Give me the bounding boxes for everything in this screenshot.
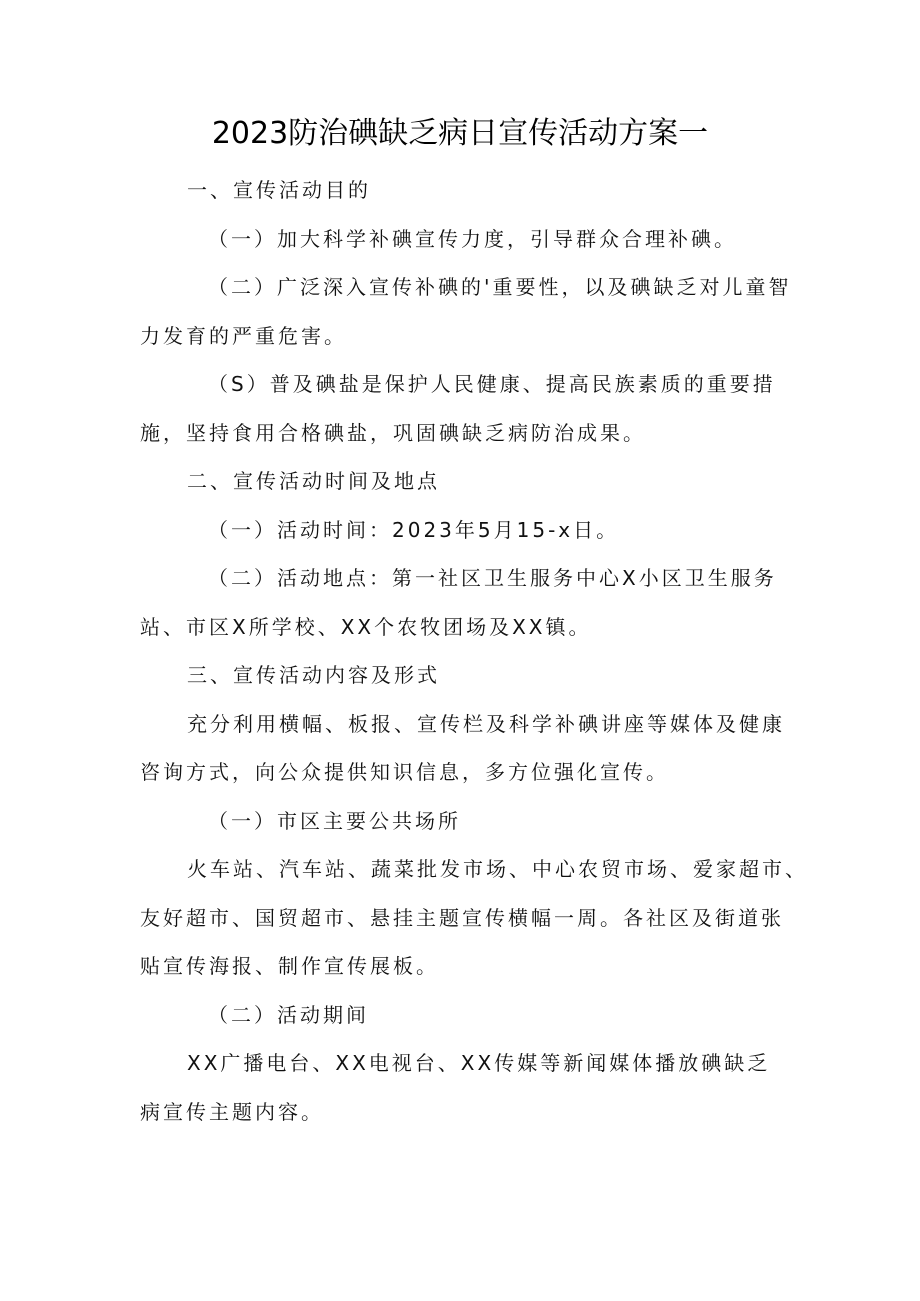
paragraph-line: （一）加大科学补碘宣传力度，引导群众合理补碘。 — [208, 226, 737, 251]
paragraph-line: 力发育的严重危害。 — [140, 323, 347, 348]
paragraph-line: （一）活动时间：2023年5月15-x日。 — [208, 517, 620, 542]
paragraph-line: 贴宣传海报、制作宣传展板。 — [140, 954, 439, 978]
document-body — [140, 166, 808, 1136]
paragraph-line: 咨询方式，向公众提供知识信息，多方位强化宣传。 — [140, 760, 669, 784]
section-heading-1: 一、宣传活动目的 — [187, 178, 371, 202]
subsection-heading: （二）活动期间 — [208, 1002, 369, 1027]
section-heading-2: 二、宣传活动时间及地点 — [187, 469, 440, 493]
section-heading-3: 三、宣传活动内容及形式 — [187, 663, 440, 687]
paragraph-line: （S）普及碘盐是保护人民健康、提高民族素质的重要措 — [208, 372, 776, 396]
paragraph-line: 充分利用横幅、板报、宣传栏及科学补碘讲座等媒体及健康 — [187, 711, 785, 736]
document-title: 2023防治碘缺乏病日宣传活动方案一 — [211, 116, 709, 151]
paragraph-line: 施，坚持食用合格碘盐，巩固碘缺乏病防治成果。 — [140, 420, 646, 445]
paragraph-line: 病宣传主题内容。 — [140, 1099, 324, 1124]
subsection-heading: （一）市区主要公共场所 — [208, 808, 461, 833]
paragraph-line: 火车站、汽车站、蔬菜批发市场、中心农贸市场、爱家超市、 — [187, 857, 808, 881]
paragraph-line: 站、市区X所学校、XX个农牧团场及XX镇。 — [140, 614, 592, 639]
paragraph-line: XX广播电台、XX电视台、XX传媒等新闻媒体播放碘缺乏 — [187, 1051, 771, 1075]
paragraph-line: （二）活动地点：第一社区卫生服务中心X小区卫生服务 — [208, 566, 777, 590]
paragraph-line: （二）广泛深入宣传补碘的'重要性，以及碘缺乏对儿童智 — [208, 275, 792, 299]
paragraph-line: 友好超市、国贸超市、悬挂主题宣传横幅一周。各社区及街道张 — [140, 905, 784, 930]
